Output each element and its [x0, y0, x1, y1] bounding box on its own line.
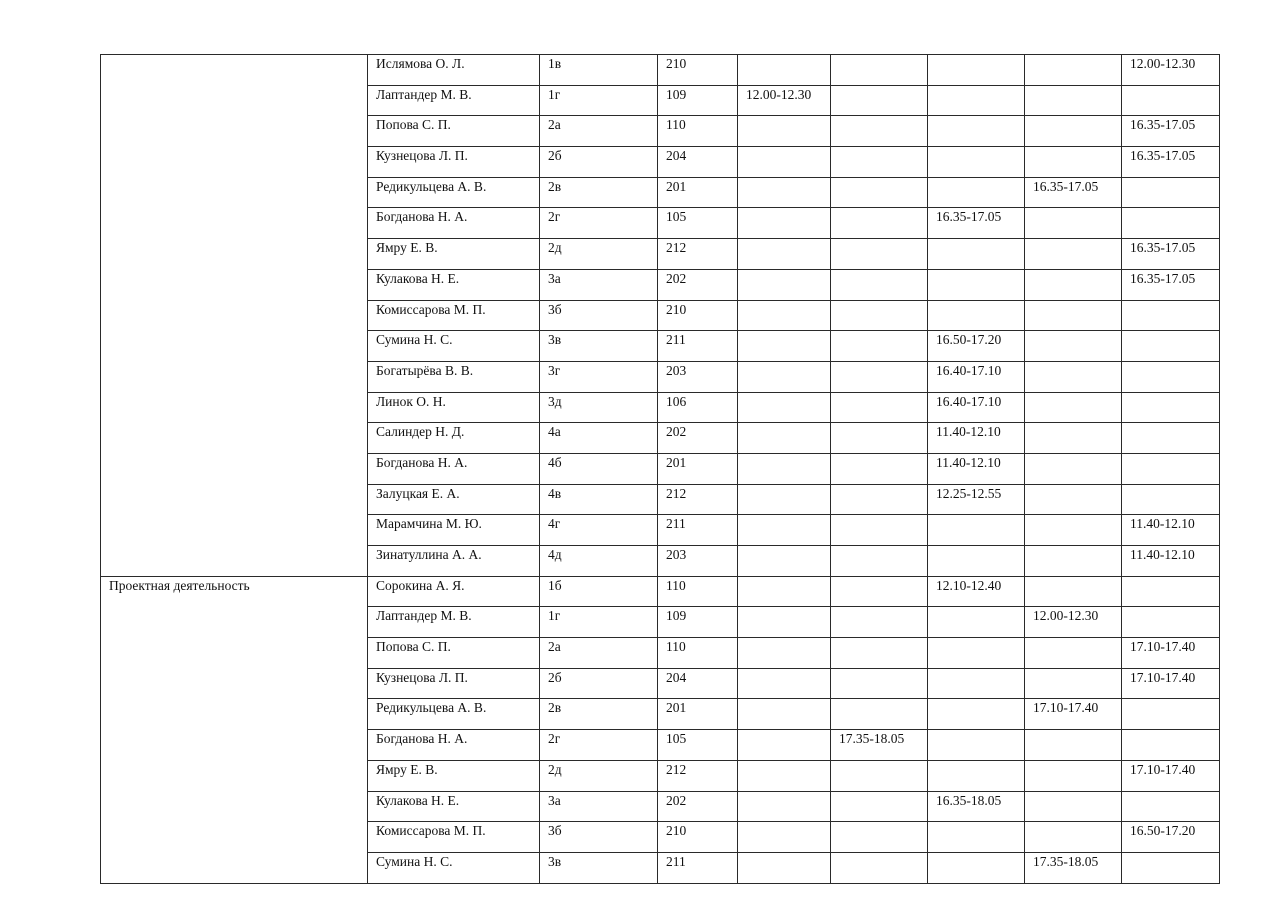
time-slot-day-1	[738, 484, 831, 515]
table-row	[101, 576, 1220, 607]
schedule-body	[101, 55, 1220, 884]
time-slot-day-1	[738, 822, 831, 853]
class-name: 1б	[540, 576, 658, 607]
room-number: 106	[658, 392, 738, 423]
room-number: 212	[658, 239, 738, 270]
time-slot-day-1	[738, 147, 831, 178]
time-slot-day-3: 16.50-17.20	[928, 331, 1025, 362]
teacher-name: Попова С. П.	[368, 638, 540, 669]
time-slot-day-1	[738, 300, 831, 331]
time-slot-day-1	[738, 576, 831, 607]
room-number: 110	[658, 116, 738, 147]
teacher-name: Попова С. П.	[368, 116, 540, 147]
time-slot-day-5: 12.00-12.30	[1122, 55, 1220, 86]
time-slot-day-5	[1122, 730, 1220, 761]
time-slot-day-1	[738, 116, 831, 147]
time-slot-day-3: 16.35-17.05	[928, 208, 1025, 239]
class-name: 1г	[540, 607, 658, 638]
class-name: 2д	[540, 239, 658, 270]
teacher-name: Богданова Н. А.	[368, 730, 540, 761]
time-slot-day-4	[1025, 55, 1122, 86]
time-slot-day-3	[928, 852, 1025, 883]
class-name: 4д	[540, 546, 658, 577]
time-slot-day-3	[928, 269, 1025, 300]
time-slot-day-5	[1122, 361, 1220, 392]
time-slot-day-3: 12.10-12.40	[928, 576, 1025, 607]
time-slot-day-2	[831, 55, 928, 86]
time-slot-day-1	[738, 546, 831, 577]
time-slot-day-5	[1122, 852, 1220, 883]
class-name: 3в	[540, 331, 658, 362]
class-name: 3г	[540, 361, 658, 392]
time-slot-day-2	[831, 85, 928, 116]
time-slot-day-3: 16.35-18.05	[928, 791, 1025, 822]
time-slot-day-5	[1122, 576, 1220, 607]
time-slot-day-5: 16.35-17.05	[1122, 239, 1220, 270]
teacher-name: Комиссарова М. П.	[368, 300, 540, 331]
time-slot-day-3	[928, 822, 1025, 853]
teacher-name: Богатырёва В. В.	[368, 361, 540, 392]
room-number: 211	[658, 852, 738, 883]
room-number: 201	[658, 699, 738, 730]
room-number: 203	[658, 546, 738, 577]
time-slot-day-5	[1122, 699, 1220, 730]
time-slot-day-5	[1122, 484, 1220, 515]
room-number: 201	[658, 453, 738, 484]
time-slot-day-1	[738, 668, 831, 699]
teacher-name: Кулакова Н. Е.	[368, 269, 540, 300]
time-slot-day-2	[831, 515, 928, 546]
time-slot-day-2	[831, 392, 928, 423]
time-slot-day-3	[928, 638, 1025, 669]
time-slot-day-4	[1025, 269, 1122, 300]
class-name: 4а	[540, 423, 658, 454]
room-number: 204	[658, 147, 738, 178]
room-number: 105	[658, 730, 738, 761]
time-slot-day-1	[738, 423, 831, 454]
time-slot-day-4	[1025, 822, 1122, 853]
time-slot-day-5: 17.10-17.40	[1122, 760, 1220, 791]
time-slot-day-4	[1025, 85, 1122, 116]
time-slot-day-4	[1025, 668, 1122, 699]
time-slot-day-3	[928, 147, 1025, 178]
time-slot-day-2	[831, 208, 928, 239]
time-slot-day-5: 17.10-17.40	[1122, 668, 1220, 699]
class-name: 3б	[540, 300, 658, 331]
class-name: 2а	[540, 638, 658, 669]
time-slot-day-2	[831, 699, 928, 730]
teacher-name: Кулакова Н. Е.	[368, 791, 540, 822]
time-slot-day-4	[1025, 208, 1122, 239]
time-slot-day-2	[831, 638, 928, 669]
room-number: 110	[658, 576, 738, 607]
class-name: 4г	[540, 515, 658, 546]
time-slot-day-3	[928, 300, 1025, 331]
time-slot-day-4	[1025, 239, 1122, 270]
room-number: 105	[658, 208, 738, 239]
time-slot-day-2	[831, 576, 928, 607]
time-slot-day-5: 16.35-17.05	[1122, 116, 1220, 147]
teacher-name: Кузнецова Л. П.	[368, 147, 540, 178]
class-name: 2г	[540, 208, 658, 239]
time-slot-day-5	[1122, 453, 1220, 484]
room-number: 210	[658, 300, 738, 331]
time-slot-day-1	[738, 638, 831, 669]
class-name: 4в	[540, 484, 658, 515]
teacher-name: Комиссарова М. П.	[368, 822, 540, 853]
time-slot-day-2	[831, 177, 928, 208]
class-name: 3в	[540, 852, 658, 883]
time-slot-day-4	[1025, 730, 1122, 761]
time-slot-day-2	[831, 116, 928, 147]
time-slot-day-1	[738, 177, 831, 208]
time-slot-day-3: 16.40-17.10	[928, 392, 1025, 423]
teacher-name: Редикульцева А. В.	[368, 699, 540, 730]
time-slot-day-3: 11.40-12.10	[928, 423, 1025, 454]
time-slot-day-3	[928, 515, 1025, 546]
time-slot-day-1	[738, 791, 831, 822]
time-slot-day-1	[738, 453, 831, 484]
room-number: 212	[658, 760, 738, 791]
time-slot-day-2	[831, 269, 928, 300]
time-slot-day-4	[1025, 453, 1122, 484]
time-slot-day-2	[831, 852, 928, 883]
room-number: 204	[658, 668, 738, 699]
time-slot-day-3: 12.25-12.55	[928, 484, 1025, 515]
time-slot-day-3	[928, 760, 1025, 791]
time-slot-day-5	[1122, 791, 1220, 822]
time-slot-day-3	[928, 668, 1025, 699]
time-slot-day-5	[1122, 423, 1220, 454]
time-slot-day-1	[738, 515, 831, 546]
time-slot-day-5	[1122, 85, 1220, 116]
time-slot-day-4	[1025, 760, 1122, 791]
class-name: 2а	[540, 116, 658, 147]
room-number: 202	[658, 423, 738, 454]
time-slot-day-4	[1025, 791, 1122, 822]
time-slot-day-5	[1122, 331, 1220, 362]
room-number: 212	[658, 484, 738, 515]
class-name: 4б	[540, 453, 658, 484]
time-slot-day-4	[1025, 515, 1122, 546]
class-name: 3а	[540, 791, 658, 822]
room-number: 109	[658, 607, 738, 638]
time-slot-day-1	[738, 208, 831, 239]
time-slot-day-2: 17.35-18.05	[831, 730, 928, 761]
time-slot-day-1	[738, 852, 831, 883]
time-slot-day-4: 12.00-12.30	[1025, 607, 1122, 638]
teacher-name: Ямру Е. В.	[368, 239, 540, 270]
class-name: 2б	[540, 147, 658, 178]
time-slot-day-3	[928, 239, 1025, 270]
class-name: 3б	[540, 822, 658, 853]
teacher-name: Сумина Н. С.	[368, 852, 540, 883]
time-slot-day-3	[928, 607, 1025, 638]
room-number: 109	[658, 85, 738, 116]
time-slot-day-2	[831, 822, 928, 853]
time-slot-day-3: 11.40-12.10	[928, 453, 1025, 484]
class-name: 2г	[540, 730, 658, 761]
class-name: 3а	[540, 269, 658, 300]
room-number: 110	[658, 638, 738, 669]
time-slot-day-2	[831, 239, 928, 270]
time-slot-day-5	[1122, 208, 1220, 239]
time-slot-day-1	[738, 239, 831, 270]
time-slot-day-1	[738, 730, 831, 761]
time-slot-day-1	[738, 55, 831, 86]
time-slot-day-2	[831, 760, 928, 791]
room-number: 202	[658, 269, 738, 300]
time-slot-day-2	[831, 484, 928, 515]
teacher-name: Богданова Н. А.	[368, 208, 540, 239]
class-name: 2в	[540, 699, 658, 730]
class-name: 1г	[540, 85, 658, 116]
class-name: 2б	[540, 668, 658, 699]
time-slot-day-5: 11.40-12.10	[1122, 515, 1220, 546]
time-slot-day-5	[1122, 300, 1220, 331]
table-row	[101, 55, 1220, 86]
schedule-table	[100, 54, 1220, 884]
teacher-name: Линок О. Н.	[368, 392, 540, 423]
time-slot-day-2	[831, 607, 928, 638]
teacher-name: Кузнецова Л. П.	[368, 668, 540, 699]
time-slot-day-5	[1122, 607, 1220, 638]
time-slot-day-4	[1025, 331, 1122, 362]
time-slot-day-4	[1025, 638, 1122, 669]
time-slot-day-5: 11.40-12.10	[1122, 546, 1220, 577]
teacher-name: Зинатуллина А. А.	[368, 546, 540, 577]
room-number: 201	[658, 177, 738, 208]
class-name: 3д	[540, 392, 658, 423]
room-number: 210	[658, 55, 738, 86]
time-slot-day-3: 16.40-17.10	[928, 361, 1025, 392]
time-slot-day-4	[1025, 546, 1122, 577]
time-slot-day-1	[738, 331, 831, 362]
time-slot-day-3	[928, 116, 1025, 147]
room-number: 203	[658, 361, 738, 392]
time-slot-day-3	[928, 699, 1025, 730]
time-slot-day-1	[738, 760, 831, 791]
class-name: 2д	[540, 760, 658, 791]
teacher-name: Салиндер Н. Д.	[368, 423, 540, 454]
time-slot-day-2	[831, 453, 928, 484]
time-slot-day-4	[1025, 361, 1122, 392]
teacher-name: Сорокина А. Я.	[368, 576, 540, 607]
time-slot-day-2	[831, 300, 928, 331]
time-slot-day-3	[928, 55, 1025, 86]
teacher-name: Залуцкая Е. А.	[368, 484, 540, 515]
time-slot-day-4	[1025, 484, 1122, 515]
time-slot-day-5	[1122, 177, 1220, 208]
room-number: 202	[658, 791, 738, 822]
time-slot-day-2	[831, 331, 928, 362]
class-name: 1в	[540, 55, 658, 86]
time-slot-day-4	[1025, 300, 1122, 331]
time-slot-day-4	[1025, 576, 1122, 607]
time-slot-day-4	[1025, 116, 1122, 147]
time-slot-day-1	[738, 392, 831, 423]
teacher-name: Редикульцева А. В.	[368, 177, 540, 208]
time-slot-day-1	[738, 361, 831, 392]
time-slot-day-2	[831, 668, 928, 699]
teacher-name: Сумина Н. С.	[368, 331, 540, 362]
room-number: 211	[658, 515, 738, 546]
time-slot-day-5: 16.35-17.05	[1122, 269, 1220, 300]
time-slot-day-2	[831, 147, 928, 178]
time-slot-day-3	[928, 730, 1025, 761]
section-title	[101, 55, 368, 577]
time-slot-day-3	[928, 85, 1025, 116]
time-slot-day-1	[738, 699, 831, 730]
teacher-name: Ямру Е. В.	[368, 760, 540, 791]
time-slot-day-4: 17.35-18.05	[1025, 852, 1122, 883]
time-slot-day-5	[1122, 392, 1220, 423]
time-slot-day-5: 16.50-17.20	[1122, 822, 1220, 853]
time-slot-day-4	[1025, 392, 1122, 423]
time-slot-day-4	[1025, 147, 1122, 178]
room-number: 211	[658, 331, 738, 362]
time-slot-day-3	[928, 546, 1025, 577]
teacher-name: Лаптандер М. В.	[368, 85, 540, 116]
teacher-name: Богданова Н. А.	[368, 453, 540, 484]
teacher-name: Ислямова О. Л.	[368, 55, 540, 86]
teacher-name: Марамчина М. Ю.	[368, 515, 540, 546]
room-number: 210	[658, 822, 738, 853]
time-slot-day-2	[831, 361, 928, 392]
time-slot-day-2	[831, 423, 928, 454]
time-slot-day-4: 17.10-17.40	[1025, 699, 1122, 730]
time-slot-day-5: 16.35-17.05	[1122, 147, 1220, 178]
teacher-name: Лаптандер М. В.	[368, 607, 540, 638]
time-slot-day-5: 17.10-17.40	[1122, 638, 1220, 669]
section-title: Проектная деятельность	[101, 576, 368, 883]
time-slot-day-1: 12.00-12.30	[738, 85, 831, 116]
class-name: 2в	[540, 177, 658, 208]
time-slot-day-4: 16.35-17.05	[1025, 177, 1122, 208]
time-slot-day-2	[831, 791, 928, 822]
time-slot-day-1	[738, 269, 831, 300]
time-slot-day-1	[738, 607, 831, 638]
time-slot-day-2	[831, 546, 928, 577]
time-slot-day-3	[928, 177, 1025, 208]
time-slot-day-4	[1025, 423, 1122, 454]
